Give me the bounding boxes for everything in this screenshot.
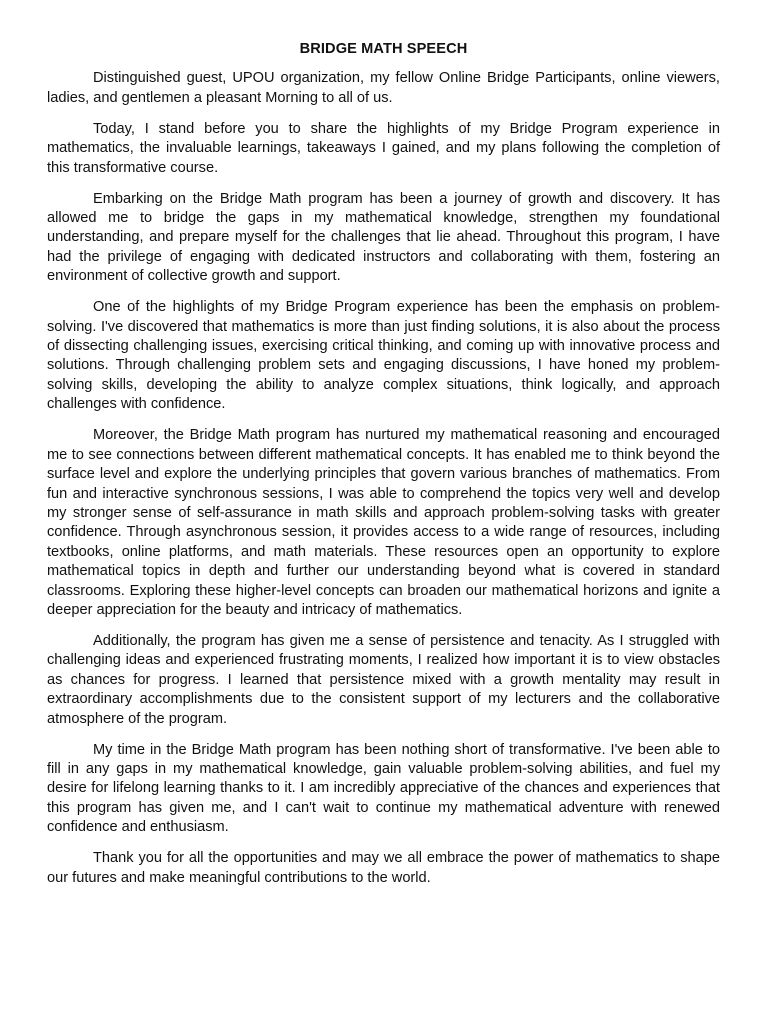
paragraph-closing: Thank you for all the opportunities and may we all embrace the power of mathematics to shape our futures and make meaningful contributions to the world.	[47, 850, 720, 886]
paragraph-introduction: Today, I stand before you to share the highlights of my Bridge Program experience in mathematics, the invaluable learnings, takeaways I gained, and my plans following the completion of this transformative course.	[47, 120, 720, 176]
paragraph-problem-solving: One of the highlights of my Bridge Program experience has been the emphasis on problem-solving. I've discovered that mathematics is more than just finding solutions, it is also about the process of dissecting challenging issues, exercising critical thinking, and coming up with innovative process and solutions. Through challenging problem sets and engaging discussions, I have honed my problem-solving skills, developing the ability to analyze complex situations, think logically, and approach challenges with confidence.	[47, 299, 720, 413]
document-page	[47, 40, 720, 900]
paragraph-journey: Embarking on the Bridge Math program has been a journey of growth and discovery. It has allowed me to bridge the gaps in my mathematical knowledge, strengthen my foundational understanding, and prepare myself for the challenges that lie ahead. Throughout this program, I have had the privilege of engaging with dedicated instructors and collaborating with them, fostering an environment of collective growth and support.	[47, 190, 720, 285]
document-title: BRIDGE MATH SPEECH	[299, 41, 468, 57]
paragraph-reasoning: Moreover, the Bridge Math program has nurtured my mathematical reasoning and encouraged me to see connections between different mathematical concepts. It has enabled me to think beyond the surface level and explore the underlying principles that govern various branches of mathematics. From fun and interactive synchronous sessions, I was able to comprehend the topics very well and develop my stronger sense of self-assurance in math skills and approach problem-solving tasks with greater confidence. Through asynchronous session, it provides access to a wide range of resources, including textbooks, online platforms, and math materials. These resources open an opportunity to explore mathematical topics in depth and further our understanding beyond what is covered in standard classrooms. Exploring these higher-level concepts can broaden our mathematical horizons and ignite a deeper appreciation for the beauty and intricacy of mathematics.	[47, 427, 720, 618]
paragraph-transformation: My time in the Bridge Math program has been nothing short of transformative. I've been able to fill in any gaps in my mathematical knowledge, gain valuable problem-solving abilities, and fuel my desire for lifelong learning thanks to it. I am incredibly appreciative of the chances and experiences that this program has given me, and I can't wait to continue my mathematical adventure with renewed confidence and enthusiasm.	[47, 741, 720, 836]
paragraph-persistence: Additionally, the program has given me a sense of persistence and tenacity. As I struggled with challenging ideas and experienced frustrating moments, I realized how important it is to view obstacles as chances for progress. I learned that persistence mixed with a growth mentality may result in extraordinary accomplishments due to the consistent support of my lecturers and the collaborative atmosphere of the program.	[47, 632, 720, 727]
paragraph-greeting: Distinguished guest, UPOU organization, my fellow Online Bridge Participants, online viewers, ladies, and gentlemen a pleasant Morning to all of us.	[47, 70, 720, 106]
